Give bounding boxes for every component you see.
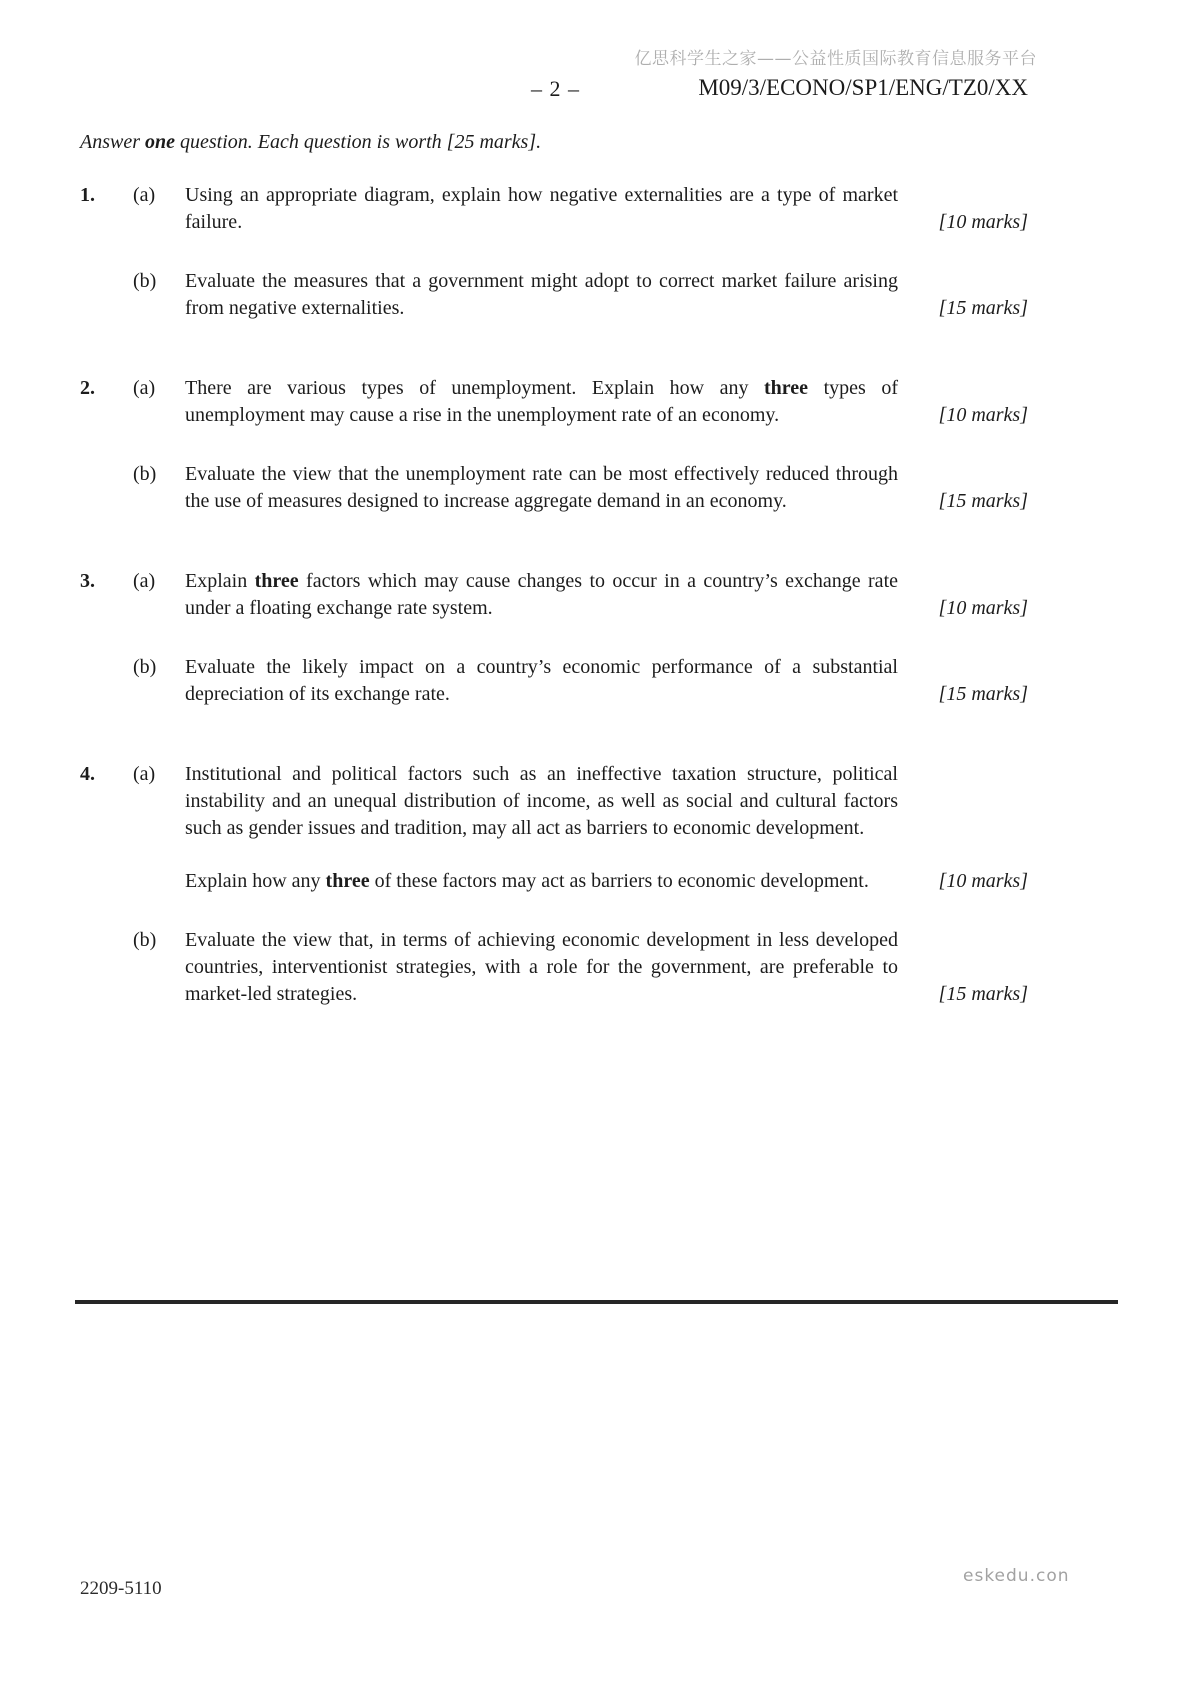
part-label: (a) [133,570,156,592]
marks-label: [10 marks] [938,597,1028,619]
bottom-rule [75,1300,1118,1304]
marks-label: [15 marks] [938,490,1028,512]
part-text [185,568,898,622]
part-text [185,761,898,895]
question-3-part-b [133,654,1028,708]
part-paragraph: Institutional and political factors such as an ineffective taxation structure, political instability and an unequal distribution of income, as well as social and cultural factors such as gender issues and tradition, may all act as barriers to economic development. [185,763,898,839]
marks-label: [10 marks] [938,211,1028,233]
part-label: (a) [133,184,156,206]
question-body [133,761,1028,1008]
part-text [185,375,898,429]
page-number: – 2 – [531,76,580,101]
part-text [185,654,898,708]
question-2 [80,375,1028,515]
question-number: 2. [80,377,95,399]
question-body [133,182,1028,322]
answer-instruction: Answer one question. Each question is worth [25 marks]. [80,131,542,153]
part-text [185,182,898,236]
part-paragraph: Explain three factors which may cause changes to occur in a country’s exchange rate under a floating exchange rate system. [185,570,898,619]
question-4 [80,761,1028,1008]
part-text [185,461,898,515]
question-number: 4. [80,763,95,785]
question-2-part-b [133,461,1028,515]
footer-watermark: eskedu.con [963,1566,1070,1586]
marks-label: [15 marks] [938,297,1028,319]
paper-code: M09/3/ECONO/SP1/ENG/TZ0/XX [698,75,1028,100]
part-text [185,268,898,322]
header-watermark: 亿思科学生之家——公益性质国际教育信息服务平台 [634,49,1037,69]
question-2-part-a [133,375,1028,429]
marks-label: [10 marks] [938,870,1028,892]
part-paragraph: Evaluate the likely impact on a country’s economic performance of a substantial depreciation of its exchange rate. [185,656,898,705]
question-4-part-b [133,927,1028,1008]
part-paragraph: Explain how any three of these factors may act as barriers to economic development. [185,870,869,892]
question-4-part-a [133,761,1028,895]
question-body [133,375,1028,515]
part-label: (a) [133,763,156,785]
question-1-part-b [133,268,1028,322]
content [80,129,1028,1008]
question-3-part-a [133,568,1028,622]
question-list [80,182,1028,1008]
part-label: (b) [133,929,157,951]
question-1 [80,182,1028,322]
part-label: (a) [133,377,156,399]
part-paragraph: There are various types of unemployment. Explain how any three types of unemployment may cause a rise in the unemployment rate of an economy. [185,377,898,426]
question-number: 3. [80,570,95,592]
question-3 [80,568,1028,708]
part-label: (b) [133,463,157,485]
part-label: (b) [133,656,157,678]
part-text [185,927,898,1008]
part-paragraph: Using an appropriate diagram, explain how negative externalities are a type of market failure. [185,184,898,233]
marks-label: [15 marks] [938,983,1028,1005]
footer-paper-number: 2209-5110 [80,1578,162,1599]
marks-label: [10 marks] [938,404,1028,426]
part-paragraph: Evaluate the view that, in terms of achieving economic development in less developed countries, interventionist strategies, with a role for the government, are preferable to market-led strategies. [185,929,898,1005]
part-paragraph: Evaluate the measures that a government might adopt to correct market failure arising from negative externalities. [185,270,898,319]
question-1-part-a [133,182,1028,236]
marks-label: [15 marks] [938,683,1028,705]
part-paragraph: Evaluate the view that the unemployment rate can be most effectively reduced through the use of measures designed to increase aggregate demand in an economy. [185,463,898,512]
part-label: (b) [133,270,157,292]
question-body [133,568,1028,708]
question-number: 1. [80,184,95,206]
